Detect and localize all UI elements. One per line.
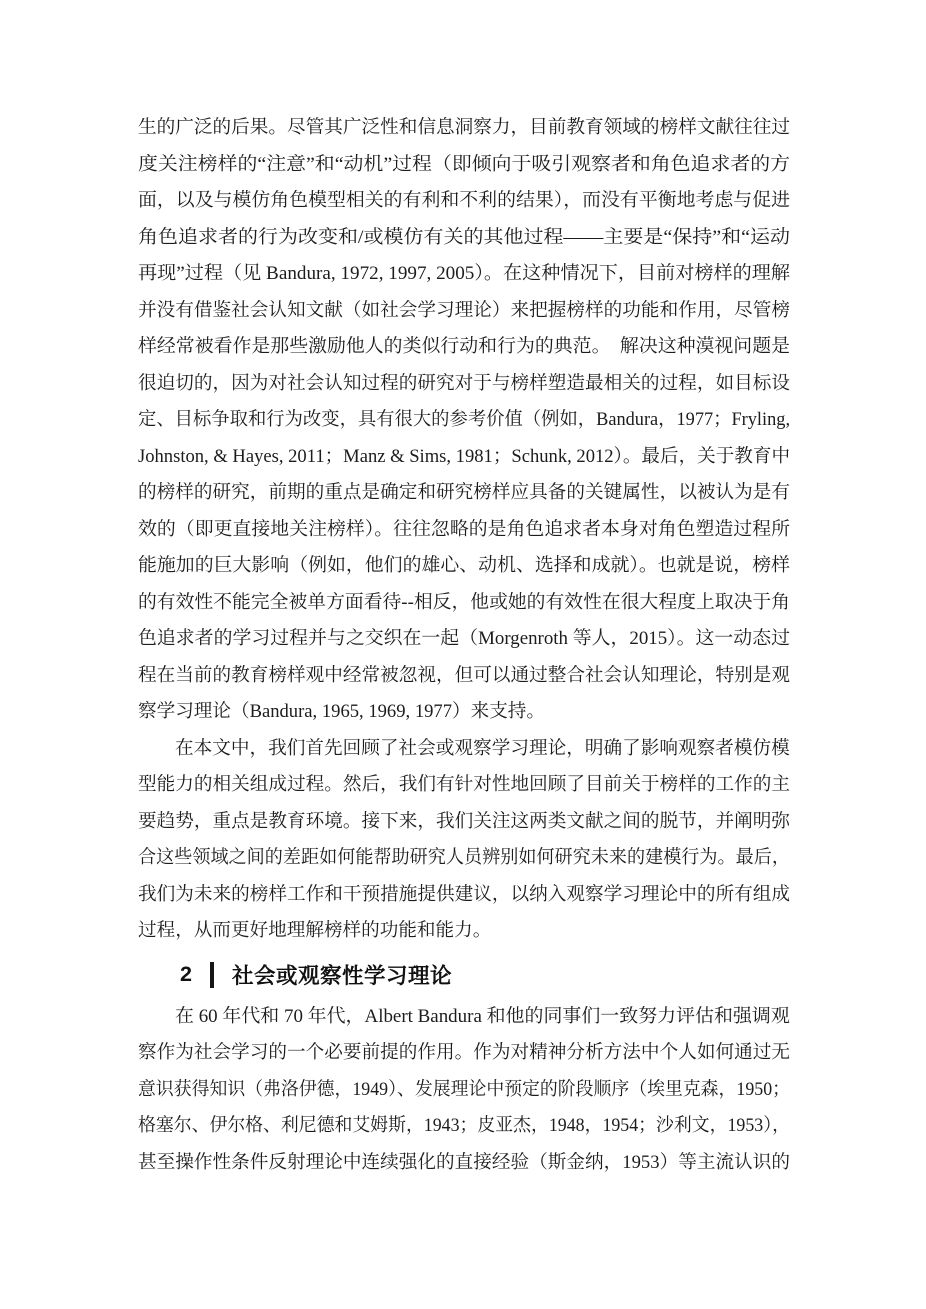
paragraph-3 xyxy=(138,999,790,1182)
text-line-content: 生的广泛的后果。尽管其广泛性和信息洞察力，目前教育领域的榜样文献往往过 xyxy=(138,117,790,138)
text-line xyxy=(138,585,790,622)
text-line-content: 要趋势，重点是教育环境。接下来，我们关注这两类文献之间的脱节，并阐明弥 xyxy=(138,810,790,832)
section-title: 社会或观察性学习理论 xyxy=(231,964,452,988)
text-line xyxy=(138,512,790,549)
text-line-content: 察学习理论（Bandura, 1965, 1969, 1977）来支持。 xyxy=(138,701,545,722)
text-line-content: 的榜样的研究，前期的重点是确定和研究榜样应具备的关键属性，以被认为是有 xyxy=(138,482,790,503)
text-line-content: 并没有借鉴社会认知文献（如社会学习理论）来把握榜样的功能和作用，尽管榜 xyxy=(138,299,790,321)
text-line xyxy=(138,147,790,184)
text-line xyxy=(138,548,790,585)
text-line xyxy=(138,913,790,950)
text-line xyxy=(138,877,790,914)
text-line-content: 色追求者的学习过程并与之交织在一起（Morgenroth 等人，2015）。这一动态过 xyxy=(138,628,790,649)
text-line xyxy=(138,1108,790,1145)
text-line-content: 面，以及与模仿角色模型相关的有利和不利的结果），而没有平衡地考虑与促进 xyxy=(138,190,791,211)
text-line xyxy=(138,621,790,658)
text-line xyxy=(138,256,790,293)
text-line-content: 在 60 年代和 70 年代，Albert Bandura 和他的同事们一致努力评估和强调观 xyxy=(175,1005,791,1027)
text-line xyxy=(138,110,790,147)
text-line xyxy=(138,804,790,841)
text-line xyxy=(138,220,790,257)
section-number: 2 xyxy=(180,962,192,986)
text-line-content: 察作为社会学习的一个必要前提的作用。作为对精神分析方法中个人如何通过无 xyxy=(138,1042,790,1063)
text-line-content: 型能力的相关组成过程。然后，我们有针对性地回顾了目前关于榜样的工作的主 xyxy=(138,774,790,795)
text-line-content: 甚至操作性条件反射理论中连续强化的直接经验（斯金纳，1953）等主流认识的 xyxy=(138,1151,790,1173)
text-line-content: 度关注榜样的“注意”和“动机”过程（即倾向于吸引观察者和角色追求者的方 xyxy=(138,153,791,175)
text-line-content: 再现”过程（见 Bandura, 1972, 1997, 2005）。在这种情况下，目前对榜样的理解 xyxy=(138,263,791,284)
paragraph-2 xyxy=(138,731,790,950)
text-line-content: 效的（即更直接地关注榜样）。往往忽略的是角色追求者本身对角色塑造过程所 xyxy=(138,518,791,540)
text-content xyxy=(138,110,790,1181)
text-line xyxy=(138,658,790,695)
text-line xyxy=(138,439,790,476)
text-line xyxy=(138,840,790,877)
text-line-content: 在本文中，我们首先回顾了社会或观察学习理论，明确了影响观察者模仿模 xyxy=(175,737,790,759)
text-line xyxy=(138,366,790,403)
text-line-content: Johnston, & Hayes, 2011；Manz & Sims, 1981；Schunk, 2012）。最后，关于教育中 xyxy=(138,445,791,467)
text-line xyxy=(138,402,790,439)
text-line-content: 意识获得知识（弗洛伊德，1949）、发展理论中预定的阶段顺序（埃里克森，1950； xyxy=(138,1078,791,1100)
paragraph-1 xyxy=(138,110,790,731)
text-line xyxy=(138,183,790,220)
text-line-content: 的有效性不能完全被单方面看待--相反，他或她的有效性在很大程度上取决于角 xyxy=(138,591,790,613)
text-line-content: 角色追求者的行为改变和/或模仿有关的其他过程——主要是“保持”和“运动 xyxy=(138,226,791,248)
text-line-content: 过程，从而更好地理解榜样的功能和能力。 xyxy=(138,920,492,941)
text-line xyxy=(138,475,790,512)
text-line xyxy=(138,731,790,768)
text-line xyxy=(138,694,790,731)
section-heading xyxy=(138,956,790,994)
text-line-content: 合这些领域之间的差距如何能帮助研究人员辨别如何研究未来的建模行为。最后， xyxy=(138,847,790,868)
text-line-content: 程在当前的教育榜样观中经常被忽视，但可以通过整合社会认知理论，特别是观 xyxy=(138,664,790,686)
text-line xyxy=(138,329,790,366)
text-line xyxy=(138,767,790,804)
text-line xyxy=(138,1035,790,1072)
text-line-content: 格塞尔、伊尔格、利尼德和艾姆斯，1943；皮亚杰，1948，1954；沙利文，1953）， xyxy=(138,1115,791,1136)
text-line xyxy=(138,293,790,330)
text-line-content: 样经常被看作是那些激励他人的类似行动和行为的典范。 解决这种漠视问题是 xyxy=(138,336,791,357)
text-line-content: 定、目标争取和行为改变，具有很大的参考价值（例如，Bandura，1977；Fryling, xyxy=(138,409,791,430)
text-line xyxy=(138,1145,790,1182)
text-line xyxy=(138,999,790,1036)
text-line-content: 很迫切的，因为对社会认知过程的研究对于与榜样塑造最相关的过程，如目标设 xyxy=(138,372,790,394)
text-line-content: 我们为未来的榜样工作和干预措施提供建议，以纳入观察学习理论中的所有组成 xyxy=(138,883,790,905)
heading-separator-bar xyxy=(210,962,214,988)
text-line-content: 能施加的巨大影响（例如，他们的雄心、动机、选择和成就）。也就是说，榜样 xyxy=(138,555,791,576)
text-line xyxy=(138,1072,790,1109)
